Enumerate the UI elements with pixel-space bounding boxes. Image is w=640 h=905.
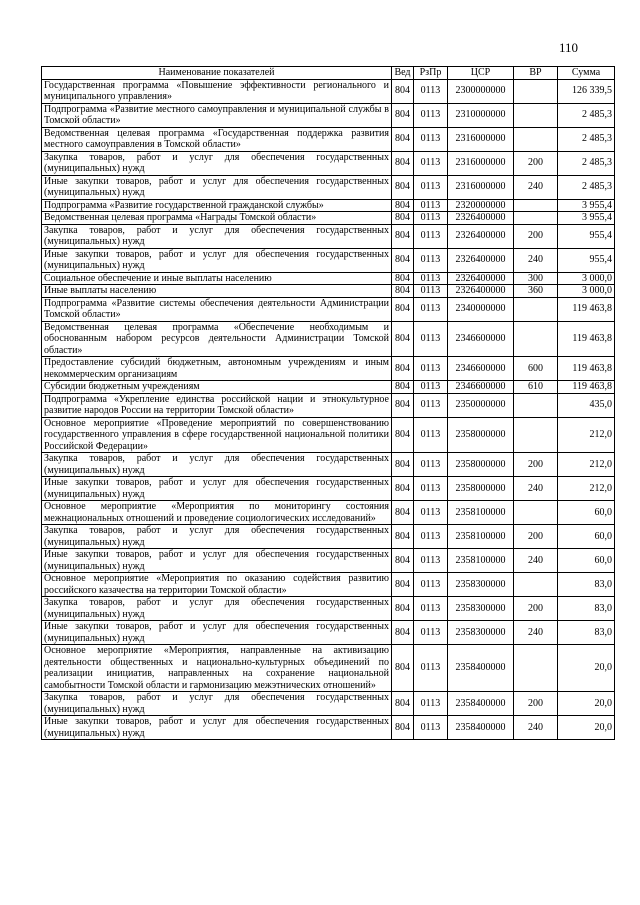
- cell-vr: [514, 501, 558, 525]
- cell-rzpr: 0113: [414, 393, 448, 417]
- cell-vr: 240: [514, 477, 558, 501]
- header-ved: Вед: [392, 67, 414, 80]
- budget-table: [41, 66, 615, 740]
- cell-name: Ведомственная целевая программа «Обеспечение необходимым и обоснованным набором ресурсов деятельности Администрации Томской области»: [42, 321, 392, 357]
- cell-name: Закупка товаров, работ и услуг для обеспечения государственных (муниципальных) нужд: [42, 224, 392, 248]
- cell-ved: 804: [392, 417, 414, 453]
- cell-vr: [514, 79, 558, 103]
- table-row: [42, 357, 615, 381]
- cell-ved: 804: [392, 103, 414, 127]
- cell-ved: 804: [392, 573, 414, 597]
- cell-sum: 212,0: [558, 417, 615, 453]
- table-row: [42, 453, 615, 477]
- cell-csr: 2358000000: [448, 417, 514, 453]
- cell-ved: 804: [392, 453, 414, 477]
- table-row: [42, 573, 615, 597]
- table-row: [42, 716, 615, 740]
- cell-sum: 3 955,4: [558, 212, 615, 225]
- cell-name: Закупка товаров, работ и услуг для обеспечения государственных (муниципальных) нужд: [42, 597, 392, 621]
- cell-rzpr: 0113: [414, 357, 448, 381]
- cell-csr: 2358300000: [448, 597, 514, 621]
- cell-sum: 83,0: [558, 621, 615, 645]
- header-name: Наименование показателей: [42, 67, 392, 80]
- cell-csr: 2358000000: [448, 477, 514, 501]
- cell-sum: 83,0: [558, 573, 615, 597]
- cell-name: Закупка товаров, работ и услуг для обеспечения государственных (муниципальных) нужд: [42, 525, 392, 549]
- cell-vr: 200: [514, 692, 558, 716]
- header-sum: Сумма: [558, 67, 615, 80]
- table-row: [42, 321, 615, 357]
- cell-rzpr: 0113: [414, 272, 448, 285]
- cell-name: Основное мероприятие «Мероприятия, направленные на активизацию деятельности общественных и национально-культурных объединений по реализации инициатив, направленных на сохранение национальной самобытности Томской области и гармонизацию межэтнических отношений»: [42, 645, 392, 692]
- cell-vr: 240: [514, 549, 558, 573]
- cell-ved: 804: [392, 645, 414, 692]
- cell-name: Иные закупки товаров, работ и услуг для обеспечения государственных (муниципальных) нужд: [42, 716, 392, 740]
- cell-name: Ведомственная целевая программа «Государственная поддержка развития местного самоуправления в Томской области»: [42, 127, 392, 151]
- cell-rzpr: 0113: [414, 285, 448, 298]
- cell-rzpr: 0113: [414, 224, 448, 248]
- cell-csr: 2358400000: [448, 645, 514, 692]
- table-row: [42, 175, 615, 199]
- header-vr: ВР: [514, 67, 558, 80]
- cell-ved: 804: [392, 321, 414, 357]
- cell-rzpr: 0113: [414, 321, 448, 357]
- cell-rzpr: 0113: [414, 175, 448, 199]
- cell-rzpr: 0113: [414, 381, 448, 394]
- cell-csr: 2358400000: [448, 716, 514, 740]
- cell-rzpr: 0113: [414, 525, 448, 549]
- cell-ved: 804: [392, 597, 414, 621]
- cell-name: Основное мероприятие «Мероприятия по оказанию содействия развитию российского казачества на территории Томской области»: [42, 573, 392, 597]
- table-row: [42, 477, 615, 501]
- cell-sum: 119 463,8: [558, 381, 615, 394]
- cell-sum: 126 339,5: [558, 79, 615, 103]
- cell-name: Основное мероприятие «Проведение мероприятий по совершенствованию государственного управления в сфере государственной национальной политики Российской Федерации»: [42, 417, 392, 453]
- cell-csr: 2326400000: [448, 224, 514, 248]
- cell-vr: 200: [514, 224, 558, 248]
- cell-rzpr: 0113: [414, 417, 448, 453]
- cell-vr: [514, 645, 558, 692]
- cell-vr: 240: [514, 716, 558, 740]
- cell-rzpr: 0113: [414, 549, 448, 573]
- cell-ved: 804: [392, 212, 414, 225]
- cell-vr: [514, 199, 558, 212]
- cell-ved: 804: [392, 393, 414, 417]
- table-row: [42, 79, 615, 103]
- cell-csr: 2340000000: [448, 297, 514, 321]
- table-row: [42, 549, 615, 573]
- cell-csr: 2358400000: [448, 692, 514, 716]
- cell-sum: 3 955,4: [558, 199, 615, 212]
- cell-rzpr: 0113: [414, 716, 448, 740]
- cell-name: Закупка товаров, работ и услуг для обеспечения государственных (муниципальных) нужд: [42, 151, 392, 175]
- cell-sum: 435,0: [558, 393, 615, 417]
- cell-ved: 804: [392, 501, 414, 525]
- table-row: [42, 645, 615, 692]
- header-row: [42, 67, 615, 80]
- cell-vr: 240: [514, 621, 558, 645]
- header-csr: ЦСР: [448, 67, 514, 80]
- cell-vr: [514, 321, 558, 357]
- cell-sum: 2 485,3: [558, 151, 615, 175]
- cell-ved: 804: [392, 151, 414, 175]
- cell-csr: 2358300000: [448, 573, 514, 597]
- cell-ved: 804: [392, 692, 414, 716]
- cell-csr: 2326400000: [448, 212, 514, 225]
- cell-csr: 2326400000: [448, 285, 514, 298]
- cell-vr: 600: [514, 357, 558, 381]
- cell-name: Субсидии бюджетным учреждениям: [42, 381, 392, 394]
- cell-name: Ведомственная целевая программа «Награды Томской области»: [42, 212, 392, 225]
- cell-vr: 300: [514, 272, 558, 285]
- cell-rzpr: 0113: [414, 645, 448, 692]
- cell-rzpr: 0113: [414, 248, 448, 272]
- cell-vr: [514, 127, 558, 151]
- cell-csr: 2310000000: [448, 103, 514, 127]
- cell-name: Иные закупки товаров, работ и услуг для обеспечения государственных (муниципальных) нужд: [42, 175, 392, 199]
- cell-name: Иные закупки товаров, работ и услуг для обеспечения государственных (муниципальных) нужд: [42, 549, 392, 573]
- cell-sum: 20,0: [558, 716, 615, 740]
- cell-csr: 2346600000: [448, 321, 514, 357]
- cell-name: Подпрограмма «Развитие государственной гражданской службы»: [42, 199, 392, 212]
- cell-rzpr: 0113: [414, 501, 448, 525]
- cell-name: Социальное обеспечение и иные выплаты населению: [42, 272, 392, 285]
- cell-vr: 240: [514, 248, 558, 272]
- table-row: [42, 224, 615, 248]
- cell-vr: [514, 573, 558, 597]
- cell-rzpr: 0113: [414, 199, 448, 212]
- cell-csr: 2358100000: [448, 549, 514, 573]
- cell-rzpr: 0113: [414, 597, 448, 621]
- cell-sum: 3 000,0: [558, 272, 615, 285]
- cell-csr: 2326400000: [448, 248, 514, 272]
- cell-ved: 804: [392, 357, 414, 381]
- cell-vr: 200: [514, 597, 558, 621]
- cell-sum: 60,0: [558, 501, 615, 525]
- cell-rzpr: 0113: [414, 477, 448, 501]
- cell-name: Иные закупки товаров, работ и услуг для обеспечения государственных (муниципальных) нужд: [42, 477, 392, 501]
- cell-vr: 240: [514, 175, 558, 199]
- cell-name: Иные выплаты населению: [42, 285, 392, 298]
- cell-csr: 2350000000: [448, 393, 514, 417]
- cell-vr: [514, 393, 558, 417]
- cell-ved: 804: [392, 477, 414, 501]
- cell-sum: 955,4: [558, 224, 615, 248]
- cell-ved: 804: [392, 79, 414, 103]
- cell-rzpr: 0113: [414, 621, 448, 645]
- table-row: [42, 393, 615, 417]
- cell-csr: 2316000000: [448, 175, 514, 199]
- cell-ved: 804: [392, 549, 414, 573]
- cell-csr: 2358300000: [448, 621, 514, 645]
- cell-name: Иные закупки товаров, работ и услуг для обеспечения государственных (муниципальных) нужд: [42, 621, 392, 645]
- cell-vr: 200: [514, 453, 558, 477]
- table-row: [42, 501, 615, 525]
- cell-ved: 804: [392, 285, 414, 298]
- cell-ved: 804: [392, 199, 414, 212]
- cell-name: Закупка товаров, работ и услуг для обеспечения государственных (муниципальных) нужд: [42, 453, 392, 477]
- cell-sum: 2 485,3: [558, 127, 615, 151]
- cell-ved: 804: [392, 248, 414, 272]
- cell-vr: [514, 297, 558, 321]
- cell-rzpr: 0113: [414, 212, 448, 225]
- cell-sum: 119 463,8: [558, 357, 615, 381]
- cell-name: Основное мероприятие «Мероприятия по мониторингу состояния межнациональных отношений и проведение социологических исследований»: [42, 501, 392, 525]
- page-number: 110: [559, 40, 579, 55]
- cell-rzpr: 0113: [414, 453, 448, 477]
- table-row: [42, 151, 615, 175]
- cell-vr: 200: [514, 151, 558, 175]
- table-row: [42, 127, 615, 151]
- table-row: [42, 272, 615, 285]
- table-row: [42, 692, 615, 716]
- cell-csr: 2316000000: [448, 127, 514, 151]
- cell-vr: 360: [514, 285, 558, 298]
- cell-name: Закупка товаров, работ и услуг для обеспечения государственных (муниципальных) нужд: [42, 692, 392, 716]
- cell-ved: 804: [392, 525, 414, 549]
- cell-sum: 83,0: [558, 597, 615, 621]
- table-row: [42, 417, 615, 453]
- cell-sum: 20,0: [558, 692, 615, 716]
- table-row: [42, 285, 615, 298]
- cell-csr: 2358000000: [448, 453, 514, 477]
- cell-sum: 2 485,3: [558, 103, 615, 127]
- header-rzpr: РзПр: [414, 67, 448, 80]
- cell-name: Подпрограмма «Укрепление единства российской нации и этнокультурное развитие народов России на территории Томской области»: [42, 393, 392, 417]
- cell-vr: [514, 212, 558, 225]
- cell-rzpr: 0113: [414, 79, 448, 103]
- cell-csr: 2320000000: [448, 199, 514, 212]
- cell-rzpr: 0113: [414, 692, 448, 716]
- cell-rzpr: 0113: [414, 103, 448, 127]
- cell-sum: 60,0: [558, 549, 615, 573]
- cell-rzpr: 0113: [414, 151, 448, 175]
- cell-sum: 3 000,0: [558, 285, 615, 298]
- cell-vr: [514, 103, 558, 127]
- cell-vr: 200: [514, 525, 558, 549]
- cell-csr: 2346600000: [448, 381, 514, 394]
- cell-ved: 804: [392, 127, 414, 151]
- cell-ved: 804: [392, 224, 414, 248]
- cell-ved: 804: [392, 621, 414, 645]
- cell-sum: 2 485,3: [558, 175, 615, 199]
- cell-ved: 804: [392, 175, 414, 199]
- cell-vr: 610: [514, 381, 558, 394]
- cell-sum: 20,0: [558, 645, 615, 692]
- cell-ved: 804: [392, 716, 414, 740]
- cell-csr: 2358100000: [448, 525, 514, 549]
- table-row: [42, 381, 615, 394]
- cell-ved: 804: [392, 297, 414, 321]
- cell-sum: 955,4: [558, 248, 615, 272]
- cell-vr: [514, 417, 558, 453]
- cell-sum: 119 463,8: [558, 297, 615, 321]
- table-row: [42, 525, 615, 549]
- cell-rzpr: 0113: [414, 297, 448, 321]
- cell-name: Предоставление субсидий бюджетным, автономным учреждениям и иным некоммерческим организациям: [42, 357, 392, 381]
- table-row: [42, 297, 615, 321]
- cell-rzpr: 0113: [414, 573, 448, 597]
- cell-sum: 119 463,8: [558, 321, 615, 357]
- cell-name: Государственная программа «Повышение эффективности регионального и муниципального управления»: [42, 79, 392, 103]
- cell-name: Иные закупки товаров, работ и услуг для обеспечения государственных (муниципальных) нужд: [42, 248, 392, 272]
- cell-csr: 2300000000: [448, 79, 514, 103]
- cell-csr: 2346600000: [448, 357, 514, 381]
- cell-ved: 804: [392, 381, 414, 394]
- cell-csr: 2358100000: [448, 501, 514, 525]
- cell-name: Подпрограмма «Развитие местного самоуправления и муниципальной службы в Томской области»: [42, 103, 392, 127]
- cell-name: Подпрограмма «Развитие системы обеспечения деятельности Администрации Томской области»: [42, 297, 392, 321]
- table-row: [42, 248, 615, 272]
- cell-sum: 212,0: [558, 453, 615, 477]
- cell-csr: 2316000000: [448, 151, 514, 175]
- table-row: [42, 212, 615, 225]
- cell-sum: 212,0: [558, 477, 615, 501]
- table-row: [42, 103, 615, 127]
- table-row: [42, 597, 615, 621]
- table-row: [42, 199, 615, 212]
- table-row: [42, 621, 615, 645]
- cell-ved: 804: [392, 272, 414, 285]
- cell-rzpr: 0113: [414, 127, 448, 151]
- cell-sum: 60,0: [558, 525, 615, 549]
- cell-csr: 2326400000: [448, 272, 514, 285]
